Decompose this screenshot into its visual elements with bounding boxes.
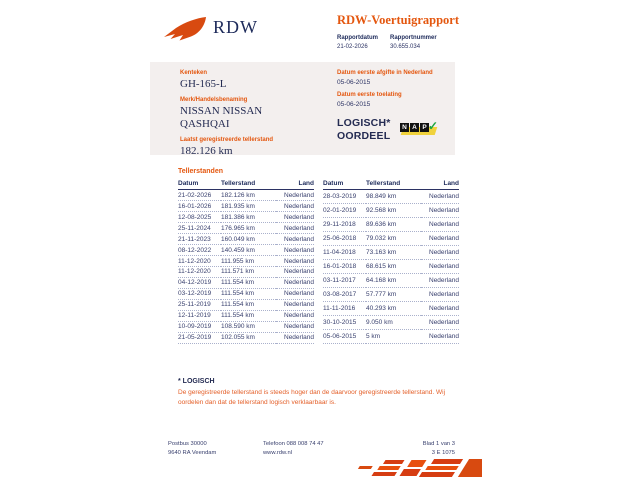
table-cell: Nederland xyxy=(421,329,459,343)
table-cell: 28-03-2019 xyxy=(323,190,366,204)
footer-page-label: Blad 1 van 3 xyxy=(422,441,455,447)
nap-checkmark-icon: ✓ xyxy=(428,119,439,133)
table-cell: 73.163 km xyxy=(366,245,421,259)
tellerstanden-table-right xyxy=(323,179,459,344)
nap-letter-a: A xyxy=(410,123,419,132)
logisch-note-title: * LOGISCH xyxy=(178,378,215,385)
table-cell: 111.554 km xyxy=(221,310,276,321)
table-cell: Nederland xyxy=(421,273,459,287)
col-header-land: Land xyxy=(421,179,459,190)
report-number-value: 30.655.034 xyxy=(390,44,421,50)
table-row xyxy=(323,231,459,245)
table-cell: Nederland xyxy=(276,211,314,222)
nap-letter-n: N xyxy=(400,123,409,132)
footer-website: www.rdw.nl xyxy=(263,450,292,456)
footer-address-line1: Postbus 30000 xyxy=(168,441,207,447)
kenteken-value: GH-165-L xyxy=(180,78,227,90)
table-cell: 29-11-2018 xyxy=(323,217,366,231)
report-date-block xyxy=(337,35,378,50)
table-cell: Nederland xyxy=(421,217,459,231)
table-cell: 111.554 km xyxy=(221,288,276,299)
table-cell: Nederland xyxy=(276,321,314,332)
table-cell: 25-11-2024 xyxy=(178,222,221,233)
table-row xyxy=(178,266,314,277)
table-cell: 21-05-2019 xyxy=(178,332,221,343)
tellerstanden-table-left xyxy=(178,179,314,344)
table-cell: 98.849 km xyxy=(366,190,421,204)
kenteken-label: Kenteken xyxy=(180,70,208,76)
table-cell: Nederland xyxy=(276,233,314,244)
table-cell: Nederland xyxy=(276,244,314,255)
table-cell: 9.050 km xyxy=(366,315,421,329)
table-cell: 102.055 km xyxy=(221,332,276,343)
table-cell: 89.636 km xyxy=(366,217,421,231)
table-cell: 12-08-2025 xyxy=(178,211,221,222)
table-cell: Nederland xyxy=(421,190,459,204)
table-cell: 160.049 km xyxy=(221,233,276,244)
table-cell: 176.965 km xyxy=(221,222,276,233)
table-cell: Nederland xyxy=(276,310,314,321)
table-cell: 11-12-2020 xyxy=(178,255,221,266)
table-row xyxy=(178,255,314,266)
col-header-datum: Datum xyxy=(178,179,221,190)
table-row xyxy=(178,190,314,201)
table-row xyxy=(323,259,459,273)
table-cell: Nederland xyxy=(421,231,459,245)
footer-address xyxy=(168,440,216,458)
merk-label: Merk/Handelsbenaming xyxy=(180,97,248,103)
vehicle-info-left xyxy=(180,70,330,158)
report-date-value: 21-02-2026 xyxy=(337,44,368,50)
table-row xyxy=(323,190,459,204)
table-cell: 79.032 km xyxy=(366,231,421,245)
table-row xyxy=(178,321,314,332)
vehicle-info-right xyxy=(337,70,452,143)
col-header-tellerstand: Tellerstand xyxy=(366,179,421,190)
table-cell: 40.293 km xyxy=(366,301,421,315)
table-row xyxy=(178,211,314,222)
table-cell: 10-09-2019 xyxy=(178,321,221,332)
table-row xyxy=(323,329,459,343)
table-cell: 140.459 km xyxy=(221,244,276,255)
logisch-note xyxy=(178,378,465,407)
report-date-label: Rapportdatum xyxy=(337,35,378,41)
table-row xyxy=(178,332,314,343)
report-number-block xyxy=(390,35,437,50)
table-row xyxy=(323,273,459,287)
table-cell: Nederland xyxy=(421,203,459,217)
table-cell: 111.554 km xyxy=(221,299,276,310)
table-cell: Nederland xyxy=(276,190,314,201)
table-cell: Nederland xyxy=(276,277,314,288)
footer-phone: Telefoon 088 008 74 47 xyxy=(263,441,324,447)
table-row xyxy=(323,217,459,231)
table-cell: 181.386 km xyxy=(221,211,276,222)
table-row xyxy=(178,277,314,288)
table-header-row xyxy=(323,179,459,190)
table-cell: 182.126 km xyxy=(221,190,276,201)
tellerstand-value: 182.126 km xyxy=(180,145,233,157)
table-cell: Nederland xyxy=(421,287,459,301)
merk-value xyxy=(180,105,330,131)
report-number-label: Rapportnummer xyxy=(390,35,437,41)
table-cell: 21-11-2023 xyxy=(178,233,221,244)
table-cell: 03-08-2017 xyxy=(323,287,366,301)
rdw-wordmark: RDW xyxy=(213,17,258,37)
table-cell: Nederland xyxy=(421,301,459,315)
nap-logo xyxy=(400,119,440,138)
table-row xyxy=(178,299,314,310)
nap-letter-p: P xyxy=(420,123,429,132)
col-header-land: Land xyxy=(276,179,314,190)
tellerstand-label: Laatst geregistreerde tellerstand xyxy=(180,137,274,143)
table-cell: Nederland xyxy=(276,332,314,343)
table-cell: 21-02-2026 xyxy=(178,190,221,201)
oordeel-line1: LOGISCH* xyxy=(337,117,391,129)
table-cell: 30-10-2015 xyxy=(323,315,366,329)
table-cell: 25-06-2018 xyxy=(323,231,366,245)
table-row xyxy=(323,245,459,259)
table-cell: 68.615 km xyxy=(366,259,421,273)
table-cell: 111.571 km xyxy=(221,266,276,277)
table-cell: 03-12-2019 xyxy=(178,288,221,299)
afgifte-label: Datum eerste afgifte in Nederland xyxy=(337,70,433,76)
report-title: RDW-Voertuigrapport xyxy=(337,13,459,27)
table-cell: 03-11-2017 xyxy=(323,273,366,287)
merk-line1: NISSAN NISSAN xyxy=(180,105,263,117)
table-cell: 64.168 km xyxy=(366,273,421,287)
table-row xyxy=(178,200,314,211)
table-cell: Nederland xyxy=(276,255,314,266)
table-cell: 12-11-2019 xyxy=(178,310,221,321)
table-cell: 108.590 km xyxy=(221,321,276,332)
table-row xyxy=(323,203,459,217)
footer-contact xyxy=(263,440,324,458)
table-cell: 57.777 km xyxy=(366,287,421,301)
table-cell: 181.935 km xyxy=(221,200,276,211)
table-cell: 04-12-2019 xyxy=(178,277,221,288)
footer-form-code: 3 E 1075 xyxy=(431,450,455,456)
table-cell: 111.955 km xyxy=(221,255,276,266)
table-cell: 11-11-2016 xyxy=(323,301,366,315)
footer-address-line2: 9640 RA Veendam xyxy=(168,450,217,456)
table-cell: Nederland xyxy=(276,299,314,310)
table-row xyxy=(178,233,314,244)
report-header xyxy=(337,13,467,50)
afgifte-value: 05-06-2015 xyxy=(337,79,371,86)
table-row xyxy=(323,301,459,315)
table-row xyxy=(178,244,314,255)
table-cell: 08-12-2022 xyxy=(178,244,221,255)
table-cell: Nederland xyxy=(421,259,459,273)
rdw-logo xyxy=(163,16,258,42)
table-cell: 16-01-2026 xyxy=(178,200,221,211)
table-cell: 92.568 km xyxy=(366,203,421,217)
toelating-value: 05-06-2015 xyxy=(337,101,371,108)
merk-line2: QASHQAI xyxy=(180,118,230,130)
col-header-tellerstand: Tellerstand xyxy=(221,179,276,190)
logisch-note-text: De geregistreerde tellerstand is steeds hoger dan de daarvoor geregistreerde tellerstand. Wij oordelen dan dat de tellerstand logisch verklaarbaar is. xyxy=(178,389,446,406)
table-cell: 02-01-2019 xyxy=(323,203,366,217)
col-header-datum: Datum xyxy=(323,179,366,190)
tellerstanden-section xyxy=(178,168,458,344)
table-row xyxy=(323,287,459,301)
table-cell: 25-11-2019 xyxy=(178,299,221,310)
table-cell: Nederland xyxy=(276,200,314,211)
toelating-label: Datum eerste toelating xyxy=(337,92,402,98)
table-cell: Nederland xyxy=(421,315,459,329)
rdw-deco-stripes xyxy=(340,456,482,480)
table-cell: Nederland xyxy=(276,222,314,233)
table-cell: 05-06-2015 xyxy=(323,329,366,343)
table-row xyxy=(178,222,314,233)
table-cell: 111.554 km xyxy=(221,277,276,288)
table-cell: 16-01-2018 xyxy=(323,259,366,273)
table-row xyxy=(178,288,314,299)
table-cell: 5 km xyxy=(366,329,421,343)
table-cell: Nederland xyxy=(421,245,459,259)
table-row xyxy=(323,315,459,329)
rdw-wing-icon xyxy=(163,16,207,42)
oordeel-line2: OORDEEL xyxy=(337,130,391,142)
table-header-row xyxy=(178,179,314,190)
tellerstanden-title: Tellerstanden xyxy=(178,168,223,175)
table-cell: 11-12-2020 xyxy=(178,266,221,277)
table-row xyxy=(178,310,314,321)
table-cell: 11-04-2018 xyxy=(323,245,366,259)
vehicle-info-box xyxy=(150,62,455,155)
table-cell: Nederland xyxy=(276,288,314,299)
table-cell: Nederland xyxy=(276,266,314,277)
